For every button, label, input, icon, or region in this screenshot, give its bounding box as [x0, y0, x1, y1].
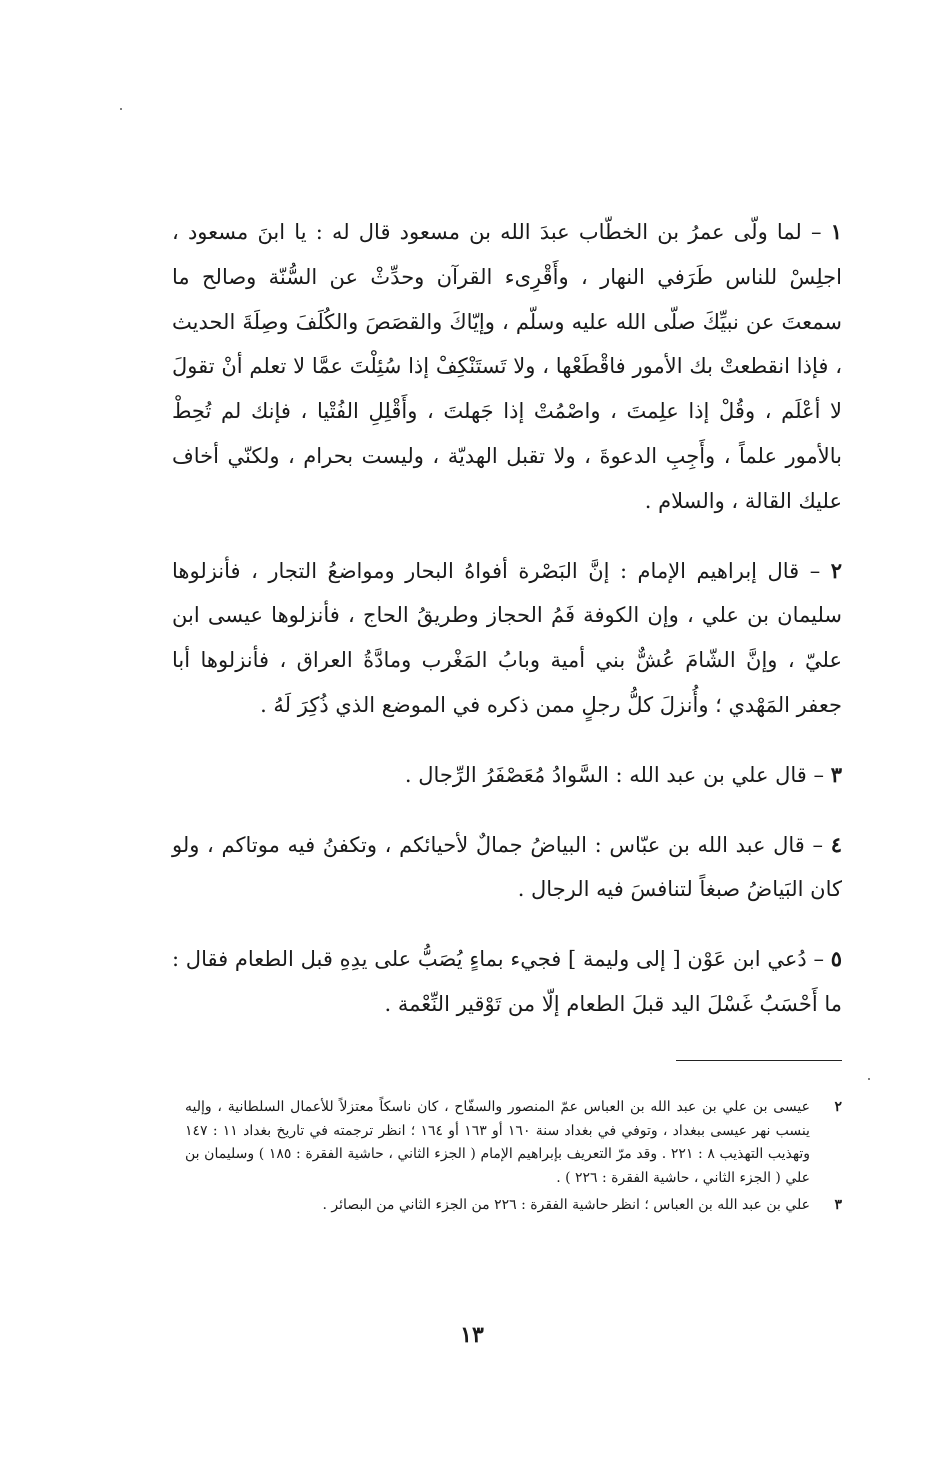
page-number: ١٣ [460, 1322, 484, 1348]
margin-speck [120, 108, 122, 110]
entry-2 [172, 549, 842, 728]
footnote-text: علي بن عبد الله بن العباس ؛ انظر حاشية الفقرة : ٢٢٦ من الجزء الثاني من البصائر . [322, 1197, 810, 1213]
entry-dash: – [799, 558, 821, 583]
entry-dash: – [804, 832, 824, 857]
main-text [172, 210, 842, 1027]
entry-5 [172, 937, 842, 1027]
entry-text: قال علي بن عبد الله : السَّوادُ مُعَصْفَرُ الرِّجال . [404, 762, 807, 787]
entry-dash: – [806, 762, 825, 787]
footnote-divider [676, 1060, 842, 1061]
entry-dash: – [806, 947, 824, 972]
entry-text: دُعي ابن عَوْن [ إلى وليمة ] فجيء بماءٍ يُصَبُّ على يدِهِ قبل الطعام فقال : ما أَحْسَبُ غَسْلَ اليد قبلَ الطعام إلّا من تَوْقير النِّعْمة . [172, 947, 842, 1016]
entry-number: ٥ [830, 946, 842, 972]
footnote-3 [185, 1194, 842, 1218]
entry-number: ٤ [830, 831, 842, 857]
footnotes [185, 1096, 842, 1218]
entry-text: قال عبد الله بن عبّاس : البياضُ جمالٌ لأحيائكم ، وتكفنُ فيه موتاكم ، ولو كان البَياضُ صبغاً لتنافسَ فيه الرجال . [172, 832, 842, 902]
footnote-number: ٣ [834, 1197, 842, 1213]
entry-4 [172, 823, 842, 913]
entry-3 [172, 753, 842, 798]
footnote-2 [185, 1096, 842, 1190]
entry-dash: – [801, 220, 822, 244]
entry-number: ٢ [830, 557, 843, 583]
footnote-text: عيسى بن علي بن عبد الله بن العباس عمّ المنصور والسفّاح ، كان ناسكاً معتزلاً للأعمال السلطانية ، وإليه ينسب نهر عيسى ببغداد ، وتوفي في بغداد سنة ١٦٠ أو ١٦٣ أو ١٦٤ ؛ انظر ترجمته في تاريخ بغداد ١١ : ١٤٧ وتهذيب التهذيب ٨ : ٢٢١ . وقد مرّ التعريف بإبراهيم الإمام ( الجزء الثاني ، حاشية الفقرة : ١٨٥ ) وسليمان بن علي ( الجزء الثاني ، حاشية الفقرة : ٢٢٦ ) . [185, 1099, 811, 1186]
margin-speck [868, 1078, 870, 1080]
entry-number: ٣ [830, 761, 842, 787]
footnote-number: ٢ [834, 1099, 842, 1115]
entry-1 [172, 210, 842, 524]
entry-number: ١ [830, 219, 842, 244]
entry-text: قال إبراهيم الإمام : إنَّ البَصْرة أفواهُ البحار ومواضعُ التجار ، فأنزلوها سليمان بن علي ، وإن الكوفة فَمُ الحجاز وطريقُ الحاج ، فأنزلوها عيسى ابن عليّ ، وإنَّ الشّامَ عُشٌّ بني أمية وبابُ المَغْرب ومادَّةُ العراق ، فأنزلوها أبا جعفر المَهْدي ؛ وأُنزلَ كلُّ رجلٍ ممن ذكره في الموضع الذي ذُكِرَ لَهُ . [172, 558, 842, 717]
entry-text: لما ولّى عمرُ بن الخطّاب عبدَ الله بن مسعود قال له : يا ابنَ مسعود ، اجلِسْ للناس طَرَفي النهار ، وأَقْرِىء القرآن وحدِّثْ عن السُّنّة وصالح ما سمعتَ عن نبيِّكَ صلّى الله عليه وسلّم ، وإيّاكَ والقصَصَ والكُلَفَ وصِلَةَ الحديث ، فإذا انقطعتْ بك الأمور فاقْطَعْها ، ولا تَستَنْكِفْ إذا سُئِلْتَ عمَّا لا تعلم أنْ تقولَ لا أعْلَم ، وقُلْ إذا علِمتَ ، واصْمُتْ إذا جَهلتَ ، وأَقْلِلِ الفُتْيا ، فإنك لم تُحِطْ بالأمور علماً ، وأَجِبِ الدعوةَ ، ولا تقبل الهديّة ، وليست بحرام ، ولكنّي أخاف عليك القالة ، والسلام . [172, 220, 842, 513]
